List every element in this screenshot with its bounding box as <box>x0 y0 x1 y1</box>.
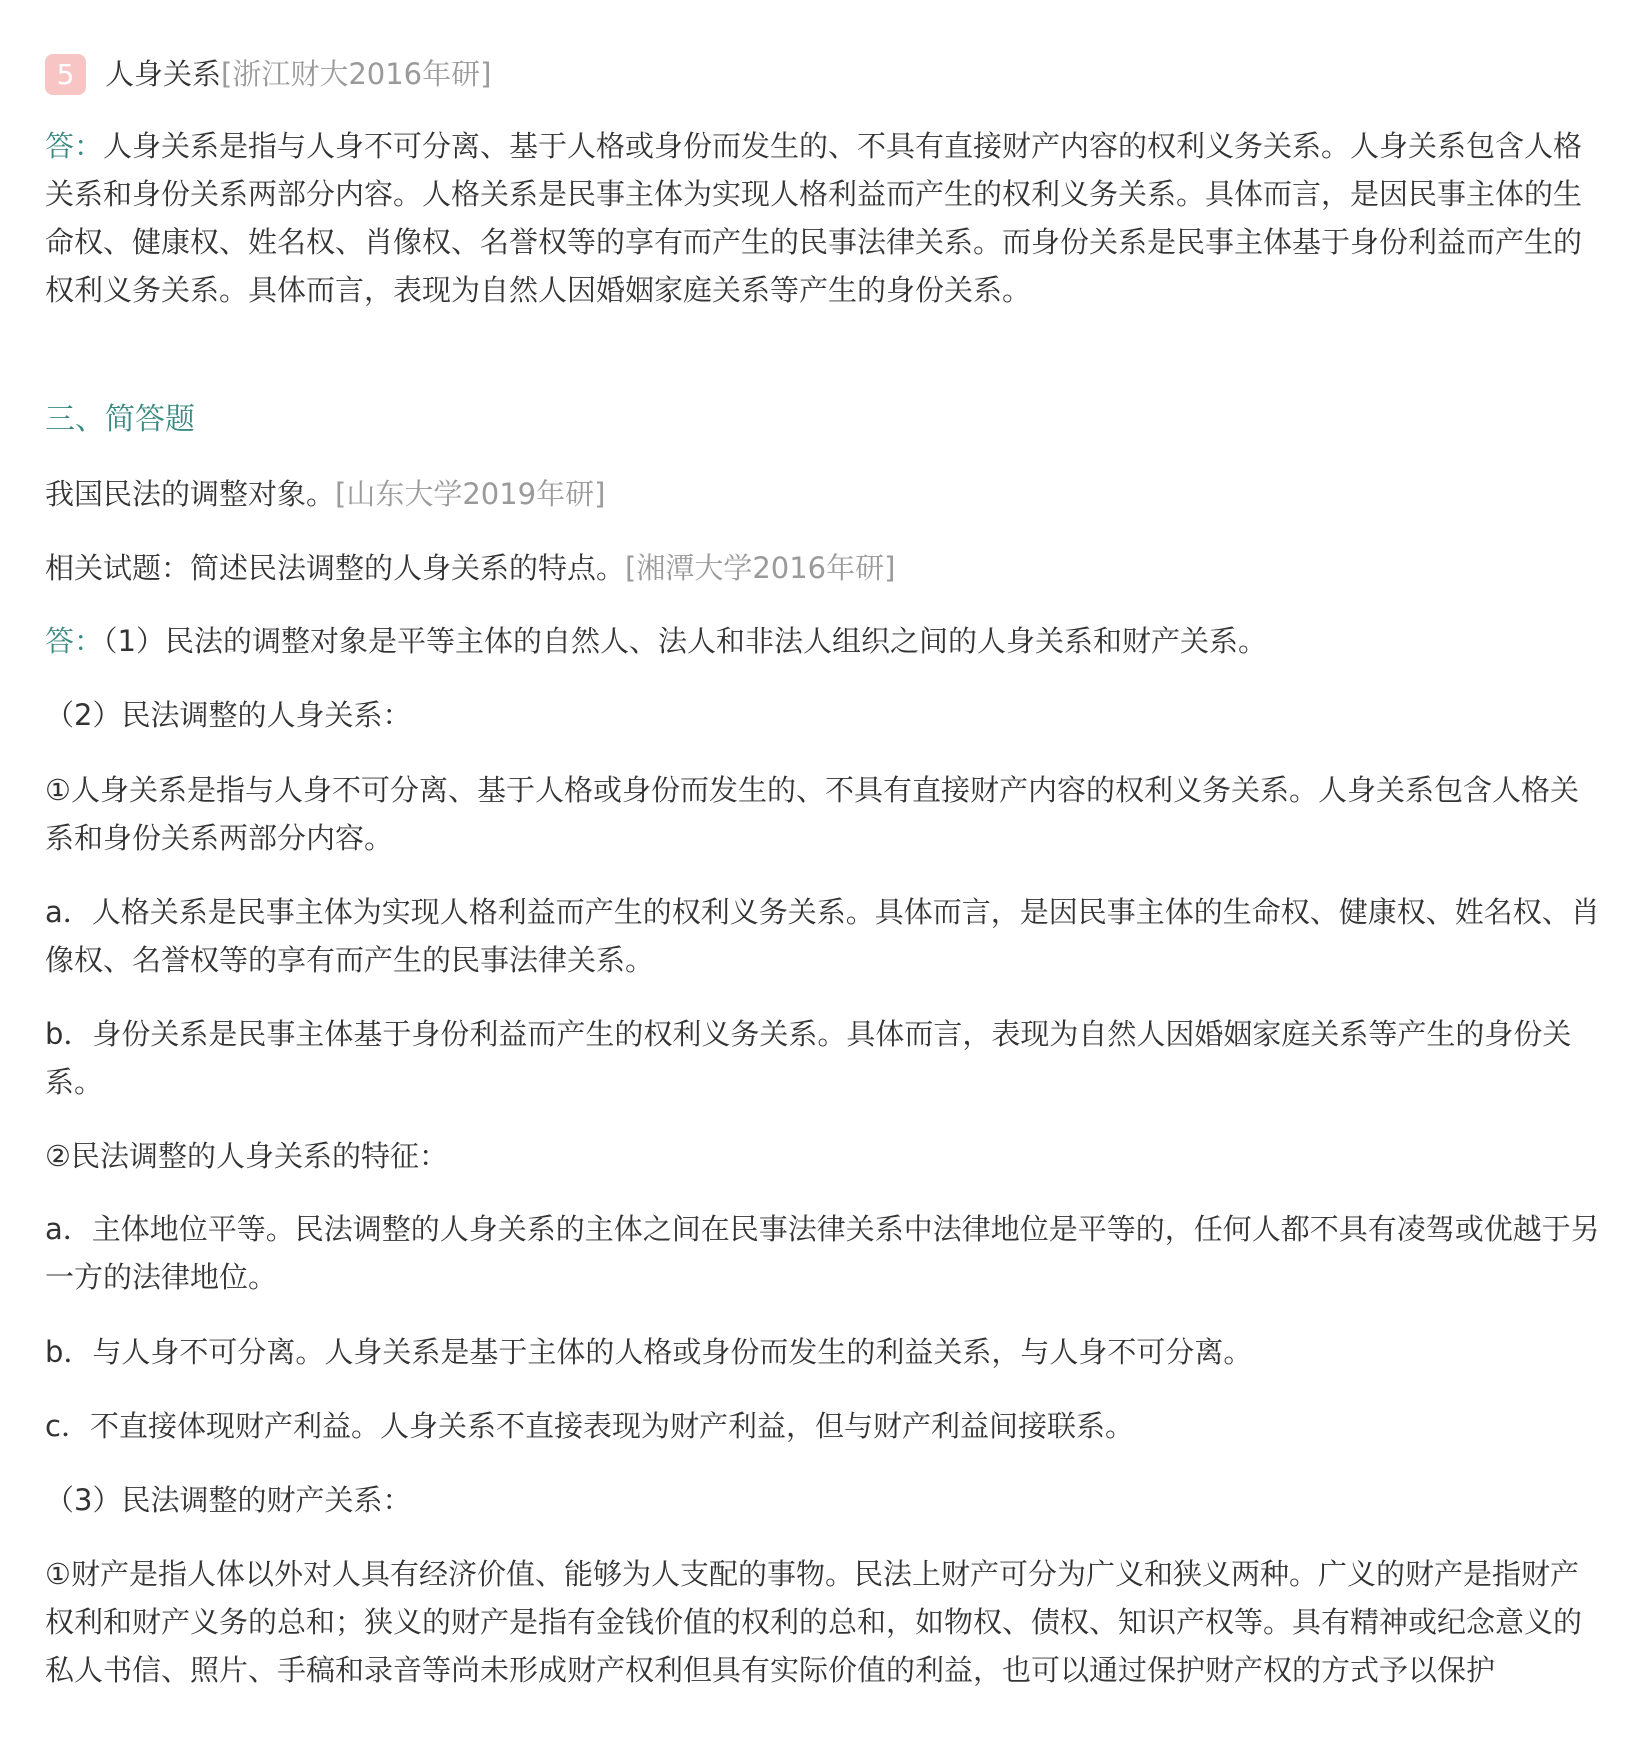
answer-paragraph: a．主体地位平等。民法调整的人身关系的主体之间在民事法律关系中法律地位是平等的，任何人都不具有凌驾或优越于另一方的法律地位。 <box>45 1212 1600 1294</box>
answer-paragraph <box>45 617 1605 665</box>
question-number-badge: 5 <box>45 54 86 95</box>
answer-paragraph <box>45 122 1605 314</box>
answer-text: （1）民法的调整对象是平等主体的自然人、法人和非法人组织之间的人身关系和财产关系。 <box>103 624 1267 658</box>
answer-subheading: ②民法调整的人身关系的特征： <box>45 1139 448 1173</box>
answer-paragraph: b．身份关系是民事主体基于身份利益而产生的权利义务关系。具体而言，表现为自然人因婚姻家庭关系等产生的身份关系。 <box>45 1017 1572 1099</box>
answer-paragraph: ①人身关系是指与人身不可分离、基于人格或身份而发生的、不具有直接财产内容的权利义务关系。人身关系包含人格关系和身份关系两部分内容。 <box>45 773 1580 855</box>
answer-paragraph: c．不直接体现财产利益。人身关系不直接表现为财产利益，但与财产利益间接联系。 <box>45 1409 1134 1443</box>
answer-paragraph: ①财产是指人体以外对人具有经济价值、能够为人支配的事物。民法上财产可分为广义和狭义两种。广义的财产是指财产权利和财产义务的总和；狭义的财产是指有金钱价值的权利的总和，如物权、债权、知识产权等。具有精神或纪念意义的私人书信、照片、手稿和录音等尚未形成财产权利但具有实际价值的利益，也可以通过保护财产权的方式予以保护 <box>45 1557 1583 1687</box>
answer-paragraph: b．与人身不可分离。人身关系是基于主体的人格或身份而发生的利益关系，与人身不可分离。 <box>45 1335 1253 1369</box>
related-question-text: 相关试题：简述民法调整的人身关系的特点。 <box>45 551 626 585</box>
answer-subheading: （2）民法调整的人身关系： <box>45 698 412 732</box>
answer-subheading: （3）民法调整的财产关系： <box>45 1483 412 1517</box>
question-title <box>105 50 1644 98</box>
question-text: 我国民法的调整对象。 <box>45 477 336 511</box>
question-line <box>45 470 1605 518</box>
question-title-text: 人身关系 <box>105 57 222 91</box>
related-question-source: [湘潭大学2016年研] <box>625 551 896 585</box>
answer-label: 答： <box>45 624 104 658</box>
question-source: [山东大学2019年研] <box>335 477 606 511</box>
question-source: [浙江财大2016年研] <box>221 57 492 91</box>
section-heading: 三、简答题 <box>45 402 195 437</box>
related-question-line <box>45 544 1605 592</box>
answer-paragraph: a．人格关系是民事主体为实现人格利益而产生的权利义务关系。具体而言，是因民事主体的生命权、健康权、姓名权、肖像权、名誉权等的享有而产生的民事法律关系。 <box>45 895 1600 977</box>
answer-text: 人身关系是指与人身不可分离、基于人格或身份而发生的、不具有直接财产内容的权利义务关系。人身关系包含人格关系和身份关系两部分内容。人格关系是民事主体为实现人格利益而产生的权利义务关系。具体而言，是因民事主体的生命权、健康权、姓名权、肖像权、名誉权等的享有而产生的民事法律关系。而身份关系是民事主体基于身份利益而产生的权利义务关系。具体而言，表现为自然人因婚姻家庭关系等产生的身份关系。 <box>45 129 1583 307</box>
answer-label: 答： <box>45 129 104 163</box>
